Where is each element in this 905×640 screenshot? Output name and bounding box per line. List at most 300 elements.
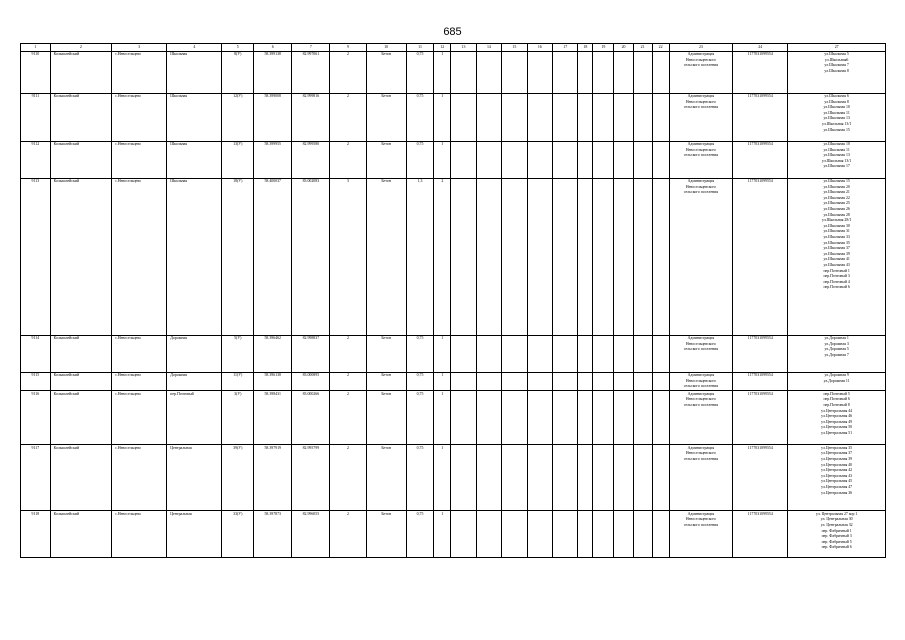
address-line: ул.Школьная 35: [823, 240, 850, 245]
admin-line: Невосельцевского: [685, 397, 716, 402]
cell-ogrn: 1177031099554: [733, 93, 788, 141]
cell-street: Школьная: [167, 178, 222, 335]
admin-line: сельского поселения: [683, 523, 719, 528]
cell-lat: 58.398431: [254, 391, 292, 445]
cell-district: Колышлейский: [50, 511, 111, 558]
cell-lat: 58.397873: [254, 511, 292, 558]
address-line: ул.Школьная 11: [823, 147, 850, 152]
cell-village: с.Невосельцево: [112, 391, 167, 445]
address-line: ул.Школьная 21: [823, 190, 850, 195]
cell-empty: [652, 93, 669, 141]
address-line: ул. Центральная 30: [820, 517, 853, 522]
cell-material: Бетон: [366, 445, 406, 511]
column-header: 4: [167, 44, 222, 52]
column-header: 7: [292, 44, 330, 52]
admin-line: Невосельцевского: [685, 517, 716, 522]
admin-line: сельского поселения: [683, 347, 719, 352]
cell-code: 13(У): [222, 141, 254, 178]
column-header: 20: [614, 44, 633, 52]
address-line: ул.Школьная 13: [823, 153, 850, 158]
cell-district: Колышлейский: [50, 51, 111, 93]
cell-material: Бетон: [366, 391, 406, 445]
address-line: ул.Школьная 5: [824, 52, 849, 57]
cell-empty: [593, 93, 614, 141]
cell-addresses: [788, 445, 886, 511]
address-line: ул.Школьная 10: [823, 142, 850, 147]
cell-code: 11(У): [222, 372, 254, 391]
address-line: пер.Почтовый 6: [823, 397, 850, 402]
column-header: 17: [553, 44, 578, 52]
cell-empty: [527, 141, 552, 178]
cell-code: 3(У): [222, 391, 254, 445]
cell-empty: [527, 372, 552, 391]
cell-n11: 0,75: [406, 335, 434, 372]
cell-lat: 58.399008: [254, 93, 292, 141]
table-body: [21, 51, 886, 558]
table-row: [21, 141, 886, 178]
cell-n12: 1: [434, 445, 451, 511]
cell-empty: [553, 372, 578, 391]
cell-empty: [502, 178, 527, 335]
address-line: ул.Дорожная 5: [824, 347, 849, 352]
cell-empty: [476, 93, 501, 141]
address-line: ул.Центральная 49: [821, 419, 853, 424]
cell-village: с.Невосельцево: [112, 141, 167, 178]
cell-empty: [476, 141, 501, 178]
admin-line: Невосельцевского: [685, 378, 716, 383]
cell-village: с.Невосельцево: [112, 335, 167, 372]
cell-addresses: [788, 141, 886, 178]
address-line: ул.Центральная 35: [821, 445, 853, 450]
address-line: ул.Школьная 15: [823, 127, 850, 132]
column-header: 5: [222, 44, 254, 52]
cell-code: 8(У): [222, 51, 254, 93]
cell-n11: 0,75: [406, 141, 434, 178]
cell-empty: [553, 51, 578, 93]
cell-ogrn: 1177031099554: [733, 511, 788, 558]
cell-empty: [652, 391, 669, 445]
cell-id: 9111: [21, 93, 51, 141]
address-line: ул.Школьная 43: [823, 263, 850, 267]
cell-empty: [502, 511, 527, 558]
cell-empty: [578, 391, 593, 445]
table-row: [21, 391, 886, 445]
column-header: 11: [406, 44, 434, 52]
cell-id: 9115: [21, 372, 51, 391]
address-line: ул.Школьная 26: [823, 207, 850, 212]
table-row: [21, 511, 886, 558]
cell-empty: [502, 445, 527, 511]
address-line: ул.Школьная 28/1: [821, 218, 852, 223]
cell-empty: [614, 335, 633, 372]
cell-addresses: [788, 93, 886, 141]
cell-empty: [633, 391, 652, 445]
cell-n12: 1: [434, 391, 451, 445]
admin-line: Администрация: [687, 336, 715, 341]
cell-district: Колышлейский: [50, 93, 111, 141]
cell-addresses: [788, 178, 886, 335]
address-line: ул.Школьная 37: [823, 246, 850, 251]
admin-line: Администрация: [687, 179, 715, 184]
cell-material: Бетон: [366, 51, 406, 93]
cell-lon: 83.000266: [292, 391, 330, 445]
address-line: ул.Дорожная 7: [824, 352, 849, 357]
cell-empty: [614, 178, 633, 335]
cell-empty: [633, 445, 652, 511]
address-line: ул.Школьная 28: [823, 212, 850, 217]
cell-district: Колышлейский: [50, 445, 111, 511]
cell-code: 39(У): [222, 445, 254, 511]
cell-lon: 82.997061: [292, 51, 330, 93]
column-header: 24: [733, 44, 788, 52]
column-header: 19: [593, 44, 614, 52]
admin-line: Администрация: [687, 373, 715, 378]
address-line: ул.Школьная 6: [824, 94, 849, 99]
cell-empty: [593, 335, 614, 372]
address-line: пер. Фабричный 3: [821, 534, 852, 539]
column-header: 9: [330, 44, 366, 52]
cell-admin: [669, 335, 733, 372]
address-line: ул.Школьная 15: [823, 179, 850, 184]
cell-n11: 0,75: [406, 51, 434, 93]
cell-n9: 2: [330, 445, 366, 511]
admin-line: Администрация: [687, 445, 715, 450]
cell-admin: [669, 391, 733, 445]
cell-empty: [633, 141, 652, 178]
cell-district: Колышлейский: [50, 141, 111, 178]
cell-empty: [633, 511, 652, 558]
cell-n11: 0,75: [406, 445, 434, 511]
cell-empty: [633, 178, 652, 335]
address-line: ул.Школьная 30: [823, 223, 850, 228]
cell-street: Школьная: [167, 93, 222, 141]
page-number: 685: [443, 26, 462, 38]
admin-line: Администрация: [687, 52, 715, 57]
cell-empty: [553, 178, 578, 335]
table-row: [21, 445, 886, 511]
cell-admin: [669, 93, 733, 141]
cell-lon: 82.996055: [292, 511, 330, 558]
cell-district: Колышлейский: [50, 335, 111, 372]
column-header: 15: [502, 44, 527, 52]
table-row: [21, 93, 886, 141]
address-line: пер.Почтовый 6: [823, 285, 850, 290]
cell-village: с.Невосельцево: [112, 178, 167, 335]
cell-empty: [527, 335, 552, 372]
cell-ogrn: 1177031099554: [733, 372, 788, 391]
cell-n12: 1: [434, 141, 451, 178]
address-line: пер. Фабричный 5: [821, 539, 852, 544]
address-line: ул.Школьная 8: [824, 99, 849, 104]
cell-empty: [553, 511, 578, 558]
cell-id: 9113: [21, 178, 51, 335]
address-line: ул.Центральная 37: [821, 451, 853, 456]
cell-lon: 83.000895: [292, 372, 330, 391]
cell-empty: [502, 335, 527, 372]
cell-admin: [669, 372, 733, 391]
cell-admin: [669, 445, 733, 511]
cell-lon: 82.999580: [292, 141, 330, 178]
column-header: 13: [451, 44, 476, 52]
cell-village: с.Невосельцево: [112, 93, 167, 141]
cell-id: 9110: [21, 51, 51, 93]
cell-empty: [614, 141, 633, 178]
cell-empty: [633, 93, 652, 141]
cell-ogrn: 1177031099554: [733, 391, 788, 445]
cell-code: 12(У): [222, 93, 254, 141]
cell-addresses: [788, 511, 886, 558]
cell-lat: 58.399138: [254, 51, 292, 93]
cell-empty: [593, 391, 614, 445]
cell-n12: 1: [434, 93, 451, 141]
cell-n12: 1: [434, 335, 451, 372]
cell-n12: 1: [434, 511, 451, 558]
address-line: ул.Школьная 31: [823, 229, 850, 234]
admin-line: Невосельцевского: [685, 57, 716, 62]
admin-line: Невосельцевского: [685, 147, 716, 152]
cell-empty: [476, 511, 501, 558]
cell-n11: 0,75: [406, 93, 434, 141]
cell-id: 9118: [21, 511, 51, 558]
cell-empty: [553, 335, 578, 372]
column-header: 6: [254, 44, 292, 52]
address-line: ул.Центральная 39: [821, 457, 853, 462]
table-row: [21, 372, 886, 391]
address-line: ул.Школьная 33: [823, 235, 850, 240]
cell-empty: [593, 178, 614, 335]
cell-n9: 2: [330, 51, 366, 93]
address-line: ул.Школьная 41: [823, 257, 850, 262]
cell-empty: [593, 511, 614, 558]
address-line: пер. Фабричный 1: [821, 528, 852, 533]
address-line: ул.Центральная 44: [821, 408, 853, 413]
cell-empty: [633, 51, 652, 93]
cell-lon: 82.995799: [292, 445, 330, 511]
cell-n11: 0,75: [406, 372, 434, 391]
cell-material: Бетон: [366, 335, 406, 372]
cell-street: Школьная: [167, 141, 222, 178]
column-header: 1: [21, 44, 51, 52]
cell-empty: [527, 51, 552, 93]
cell-n11: 0,75: [406, 511, 434, 558]
admin-line: сельского поселения: [683, 63, 719, 68]
address-line: ул.Школьная 11: [823, 110, 850, 115]
cell-street: Дорожная: [167, 372, 222, 391]
cell-addresses: [788, 372, 886, 391]
cell-n9: 2: [330, 391, 366, 445]
column-header: 23: [669, 44, 733, 52]
address-line: ул.Школьная 20: [823, 184, 850, 189]
address-line: ул.Центральная 45: [821, 479, 853, 484]
cell-empty: [593, 372, 614, 391]
cell-empty: [502, 391, 527, 445]
cell-n9: 2: [330, 141, 366, 178]
cell-empty: [578, 141, 593, 178]
cell-empty: [451, 335, 476, 372]
cell-empty: [593, 445, 614, 511]
address-line: ул.Центральная 46: [821, 414, 853, 419]
address-line: пер.Почтовый 5: [823, 391, 850, 396]
cell-empty: [451, 511, 476, 558]
cell-empty: [451, 391, 476, 445]
cell-empty: [451, 178, 476, 335]
cell-n9: 2: [330, 93, 366, 141]
cell-id: 9114: [21, 335, 51, 372]
cell-id: 9116: [21, 391, 51, 445]
cell-empty: [652, 511, 669, 558]
cell-id: 9117: [21, 445, 51, 511]
column-header: 12: [434, 44, 451, 52]
cell-empty: [652, 372, 669, 391]
cell-lon: 83.002083: [292, 178, 330, 335]
cell-street: пер.Почтовый: [167, 391, 222, 445]
cell-empty: [476, 178, 501, 335]
cell-empty: [527, 445, 552, 511]
cell-empty: [652, 141, 669, 178]
cell-empty: [476, 445, 501, 511]
cell-empty: [553, 141, 578, 178]
cell-empty: [451, 141, 476, 178]
cell-village: с.Невосельцево: [112, 51, 167, 93]
cell-n9: 2: [330, 335, 366, 372]
column-header: 22: [652, 44, 669, 52]
cell-n11: 1,3: [406, 178, 434, 335]
cell-n11: 0,75: [406, 391, 434, 445]
cell-material: Бетон: [366, 511, 406, 558]
cell-empty: [578, 335, 593, 372]
cell-empty: [476, 372, 501, 391]
admin-line: Администрация: [687, 142, 715, 147]
cell-empty: [451, 93, 476, 141]
address-line: ул.Школьная 7: [824, 63, 849, 68]
cell-empty: [451, 372, 476, 391]
cell-district: Колышлейский: [50, 391, 111, 445]
admin-line: сельского поселения: [683, 384, 719, 389]
cell-lat: 58.396138: [254, 372, 292, 391]
address-line: ул.Школьная 13: [823, 116, 850, 121]
column-header: 14: [476, 44, 501, 52]
cell-empty: [553, 445, 578, 511]
cell-empty: [652, 445, 669, 511]
column-header: 10: [366, 44, 406, 52]
cell-empty: [593, 51, 614, 93]
address-line: ул.Центральная 47: [821, 485, 853, 490]
cell-empty: [614, 51, 633, 93]
address-line: ул.Школьная 13/1: [821, 158, 852, 163]
address-line: ул.Центральная 42: [821, 468, 853, 473]
address-line: пер.Почтовый 1: [823, 268, 850, 273]
cell-empty: [502, 141, 527, 178]
cell-lat: 58.396462: [254, 335, 292, 372]
address-line: ул.Школьная 17: [823, 164, 850, 169]
column-header: 21: [633, 44, 652, 52]
cell-empty: [553, 93, 578, 141]
admin-line: сельского поселения: [683, 190, 719, 195]
address-line: пер. Фабричный 6: [821, 545, 852, 550]
cell-street: Центральная: [167, 445, 222, 511]
address-line: ул. Центральная 27 кор 1: [815, 511, 858, 516]
cell-ogrn: 1177031099554: [733, 178, 788, 335]
cell-lat: 58.400037: [254, 178, 292, 335]
cell-district: Колышлейский: [50, 178, 111, 335]
admin-line: Невосельцевского: [685, 99, 716, 104]
cell-lon: 82.998837: [292, 335, 330, 372]
cell-id: 9112: [21, 141, 51, 178]
admin-line: Администрация: [687, 94, 715, 99]
cell-ogrn: 1177031099554: [733, 141, 788, 178]
address-line: ул.Школьная 10: [823, 105, 850, 110]
cell-addresses: [788, 335, 886, 372]
cell-empty: [614, 391, 633, 445]
cell-empty: [527, 391, 552, 445]
cell-empty: [476, 391, 501, 445]
cell-addresses: [788, 51, 886, 93]
cell-empty: [652, 51, 669, 93]
address-line: ул.Центральная 51: [821, 431, 853, 436]
cell-village: с.Невосельцево: [112, 372, 167, 391]
address-line: ул.Школьная 8: [824, 68, 849, 73]
cell-admin: [669, 141, 733, 178]
cell-empty: [451, 445, 476, 511]
cell-n12: 1: [434, 51, 451, 93]
address-line: ул.Школьная 13/1: [821, 122, 852, 127]
cell-n12: 1: [434, 372, 451, 391]
admin-line: сельского поселения: [683, 403, 719, 408]
cell-empty: [502, 372, 527, 391]
cell-material: Бетон: [366, 93, 406, 141]
cell-empty: [633, 372, 652, 391]
admin-line: Администрация: [687, 511, 715, 516]
cell-addresses: [788, 391, 886, 445]
address-line: ул.Центральная 50: [821, 425, 853, 430]
address-line: ул.Школьная 22: [823, 195, 850, 200]
cell-street: Дорожная: [167, 335, 222, 372]
cell-empty: [476, 335, 501, 372]
cell-empty: [476, 51, 501, 93]
cell-empty: [578, 51, 593, 93]
cell-lat: 58.397919: [254, 445, 292, 511]
cell-empty: [614, 93, 633, 141]
admin-line: сельского поселения: [683, 457, 719, 462]
address-line: ул.Центральная 43: [821, 473, 853, 478]
column-header: 27: [788, 44, 886, 52]
address-line: ул.Школьная 25: [823, 201, 850, 206]
column-header: 3: [112, 44, 167, 52]
address-line: ул.Центральная 36: [821, 490, 853, 495]
cell-admin: [669, 511, 733, 558]
column-header: 18: [578, 44, 593, 52]
cell-ogrn: 1177031099554: [733, 335, 788, 372]
cell-empty: [502, 51, 527, 93]
cell-empty: [578, 372, 593, 391]
cell-empty: [502, 93, 527, 141]
cell-empty: [578, 445, 593, 511]
address-line: ул.Дорожная 9: [824, 373, 849, 378]
table-row: [21, 51, 886, 93]
cell-village: с.Невосельцево: [112, 511, 167, 558]
cell-empty: [614, 372, 633, 391]
cell-empty: [578, 178, 593, 335]
cell-n12: 2: [434, 178, 451, 335]
cell-empty: [652, 178, 669, 335]
cell-ogrn: 1177031099554: [733, 51, 788, 93]
cell-lon: 82.999816: [292, 93, 330, 141]
cell-village: с.Невосельцево: [112, 445, 167, 511]
cell-empty: [527, 93, 552, 141]
address-line: пер.Почтовый 3: [823, 274, 850, 279]
address-line: ул.Школьная6: [824, 57, 849, 62]
cell-lat: 58.399955: [254, 141, 292, 178]
